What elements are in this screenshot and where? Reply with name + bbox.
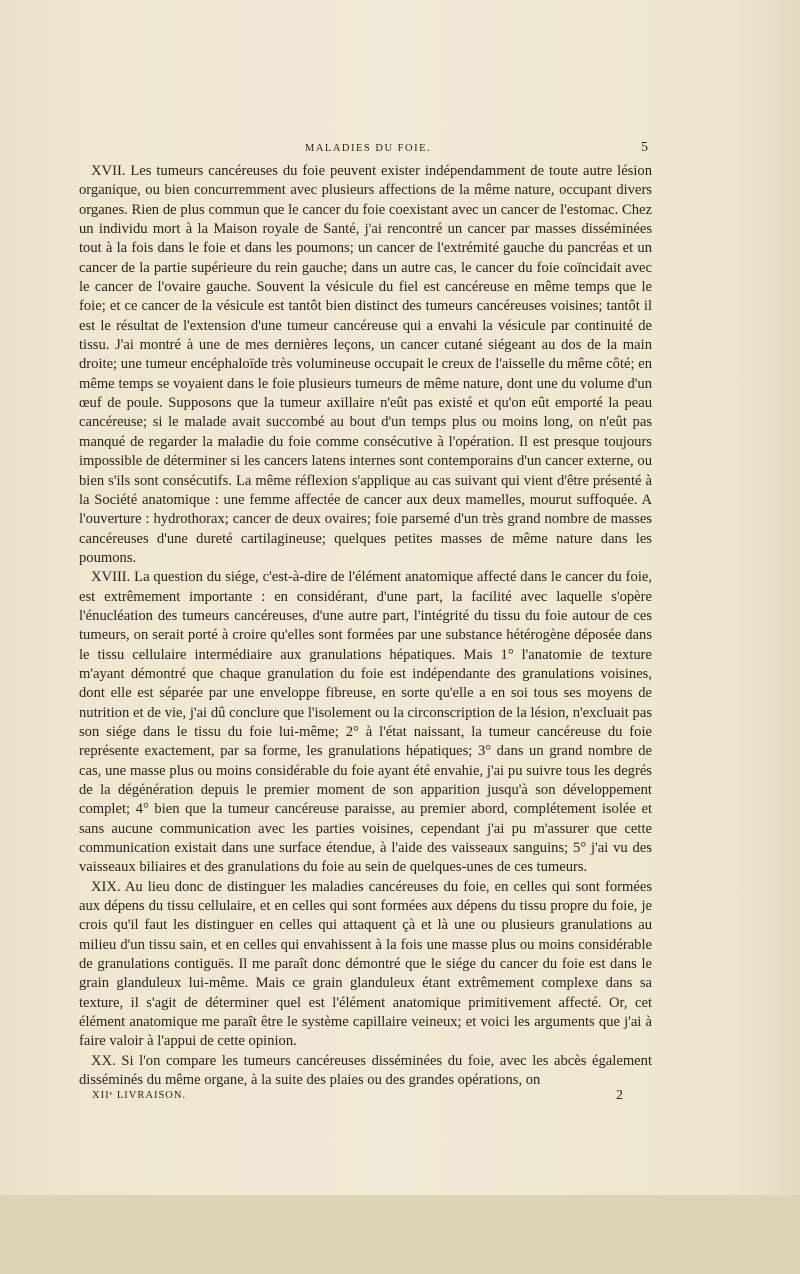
signature-number: 2 xyxy=(616,1088,623,1103)
page-margin-shadow xyxy=(0,1195,800,1274)
paragraph-xx: XX. Si l'on compare les tumeurs cancéreuses disséminées du foie, avec les abcès également disséminés du même organe, à la suite des plaies ou des grandes opérations, on xyxy=(79,1052,652,1089)
signature-line xyxy=(92,1088,652,1108)
running-title: MALADIES DU FOIE. xyxy=(305,143,432,154)
page-number: 5 xyxy=(641,140,648,155)
paragraph-xviii: XVIII. La question du siége, c'est-à-dire de l'élément anatomique affecté dans le cancer du foie, est extrêmement importante : en considérant, d'une part, la facilité avec laquelle s'opère l'énucléation des tumeurs cancéreuses, d'une autre part, l'intégrité du tissu du foie autour de ces tumeurs, on serait porté à croire qu'elles sont formées par une substance hétérogène déposée dans le tissu cellulaire intermédiaire aux granulations hépatiques. Mais 1° l'anatomie de texture m'ayant démontré que chaque granulation du foie est indépendante des granulations voisines, dont elle est séparée par une enveloppe fibreuse, en sorte qu'elle a en soi tous ses moyens de nutrition et de vie, j'ai dû conclure que l'isolement ou la circonscription de la lésion, n'excluait pas son siége dans le tissu du foie lui-même; 2° à l'état naissant, la tumeur cancéreuse du foie représente exactement, par sa forme, les granulations hépatiques; 3° dans un grand nombre de cas, une masse plus ou moins considérable du foie ayant été envahie, j'ai pu suivre tous les degrés de la dégénération depuis le premier moment de son apparition jusqu'à son développement complet; 4° bien que la tumeur cancéreuse paraisse, au premier abord, complétement isolée et sans aucune communication avec les parties voisines, cependant j'ai pu m'assurer que cette communication existait dans une surface étendue, à l'aide des vaisseaux sanguins; 5° j'ai vu des vaisseaux biliaires et des granulations du foie au sein de quelques-unes de ces tumeurs. xyxy=(79,569,652,876)
paragraph-xix: XIX. Au lieu donc de distinguer les maladies cancéreuses du foie, en celles qui sont formées aux dépens du tissu cellulaire, et en celles qui sont formées aux dépens du tissu propre du foie, je crois qu'il faut les distinguer en celles qui attaquent çà et là une ou plusieurs granulations au milieu d'un tissu sain, et en celles qui envahissent à la fois une masse plus ou moins considérable de granulations contiguës. Il me paraît donc démontré que le siége du cancer du foie est dans le grain glanduleux lui-même. Mais ce grain glanduleux étant extrêmement complexe dans sa texture, il s'agit de déterminer quel est l'élément anatomique primitivement affecté. Or, cet élément anatomique me paraît être le système capillaire veineux; et voici les arguments que j'ai à faire valoir à l'appui de cette opinion. xyxy=(79,878,652,1050)
running-head xyxy=(0,140,800,160)
body-text xyxy=(79,162,652,1091)
paragraph-xvii: XVII. Les tumeurs cancéreuses du foie peuvent exister indépendamment de toute autre lésion organique, ou bien concurremment avec plusieurs affections de la même nature, occupant divers organes. Rien de plus commun que le cancer du foie coexistant avec un cancer de l'estomac. Chez un individu mort à la Maison royale de Santé, j'ai rencontré un cancer par masses disséminées tout à la fois dans le foie et dans les poumons; un cancer de l'extrémité gauche du pancréas et un cancer de la partie supérieure du rein gauche; dans un autre cas, le cancer du foie coïncidait avec le cancer de l'ovaire gauche. Souvent la vésicule du fiel est cancéreuse en même temps que le foie; et ce cancer de la vésicule est tantôt bien distinct des tumeurs cancéreuses voisines; tantôt il est le résultat de l'extension d'une tumeur cancéreuse qui a envahi la vésicule par continuité de tissu. J'ai montré à une de mes dernières leçons, un cancer cutané siégeant au dos de la main droite; une tumeur encéphaloïde très volumineuse occupait le creux de l'aisselle du même côté; en même temps se voyaient dans le foie plusieurs tumeurs de même nature, dont une du volume d'un œuf de poule. Supposons que la tumeur axillaire n'eût pas existé et qu'on eût emporté la peau cancéreuse; si le malade avait succombé au bout d'un temps plus ou moins long, on n'eût pas manqué de regarder la maladie du foie comme consécutive à l'opération. Il est presque toujours impossible de déterminer si les cancers latens internes sont contemporains d'un cancer externe, ou bien s'ils sont consécutifs. La même réflexion s'applique au cas suivant qui vient d'être présenté à la Société anatomique : une femme affectée de cancer aux deux mamelles, mourut suffoquée. A l'ouverture : hydrothorax; cancer de deux ovaires; foie parsemé d'un très grand nombre de masses cancéreuses d'une dureté cartilagineuse; quelques petites masses de même nature dans les poumons. xyxy=(79,163,652,566)
signature-label: XIIᵉ LIVRAISON. xyxy=(92,1090,187,1101)
